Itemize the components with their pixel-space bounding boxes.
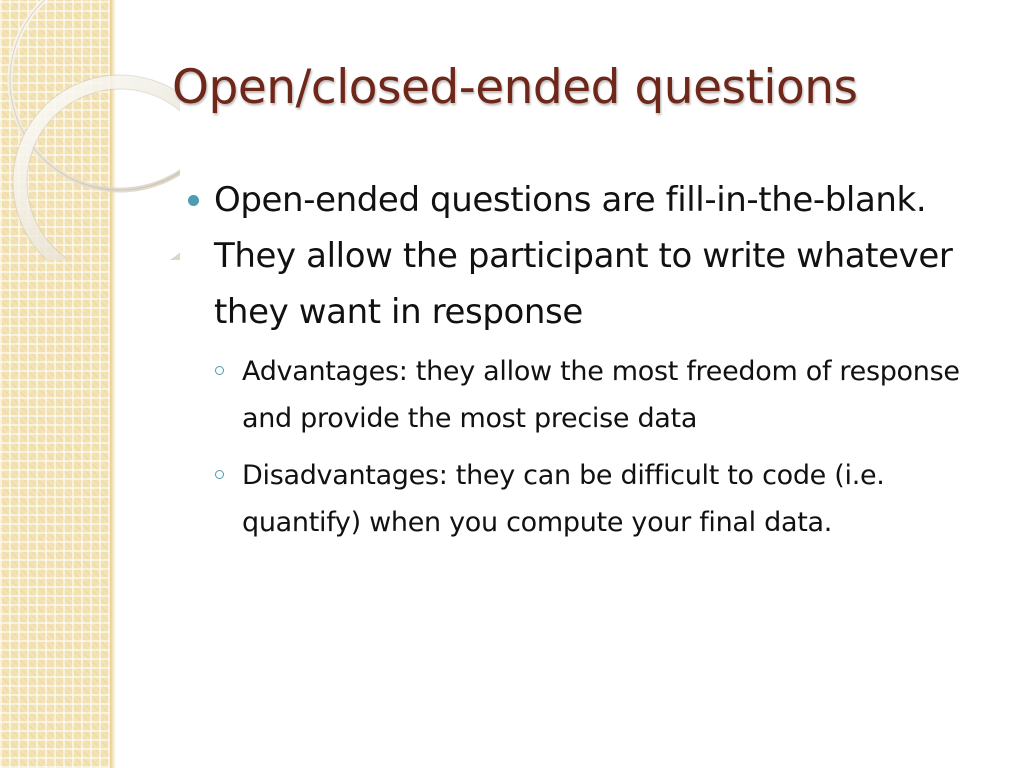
hollow-circle-bullet-icon <box>215 470 224 479</box>
sub-bullet-text: Advantages: they allow the most freedom of response and provide the most precise data <box>242 356 960 434</box>
bullet-list <box>184 172 994 546</box>
sub-bullet-text: Disadvantages: they can be difficult to code (i.e. quantify) when you compute your final data. <box>242 460 885 538</box>
sub-bullet-item <box>242 452 994 546</box>
bullet-text: Open-ended questions are fill-in-the-blank. They allow the participant to write whatever they want in response <box>214 180 953 332</box>
hollow-circle-bullet-icon <box>215 366 224 375</box>
bullet-item <box>184 172 994 340</box>
decorative-rings-icon <box>0 0 180 260</box>
filled-circle-bullet-icon <box>188 195 199 206</box>
slide-title: Open/closed-ended questions <box>172 60 858 115</box>
sub-bullet-item <box>242 348 994 442</box>
